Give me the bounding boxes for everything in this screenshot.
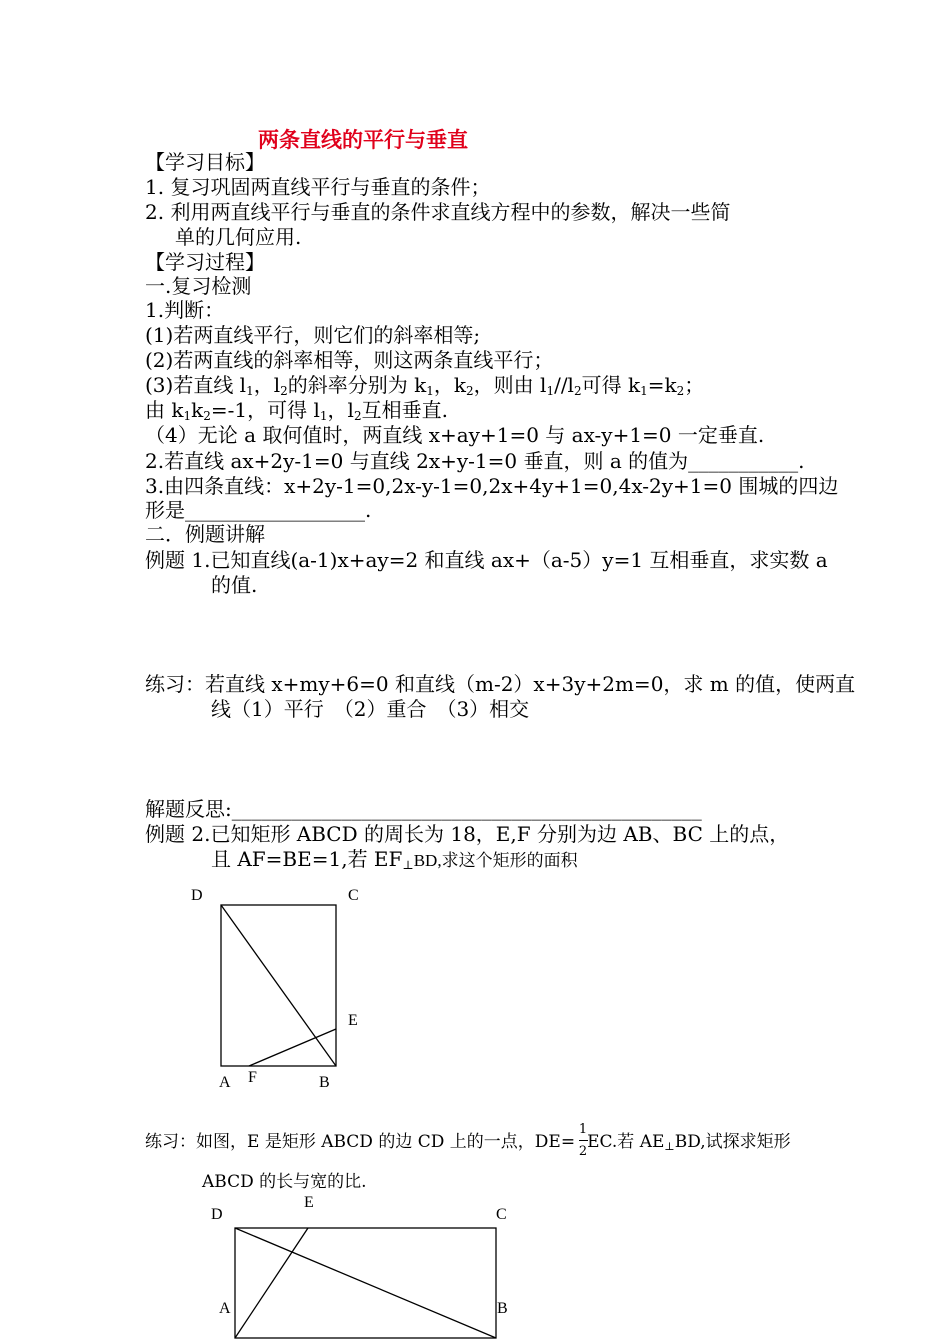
goals-header: 【学习目标】 (145, 150, 265, 174)
fig1-label-a: A (219, 1074, 231, 1091)
fraction-numerator: 1 (578, 1122, 588, 1137)
fig1-label-f: F (248, 1069, 257, 1086)
goal-2: 2. 利用两直线平行与垂直的条件求直线方程中的参数，解决一些简 (145, 200, 731, 224)
question-3-cont: 形是__________________. (145, 498, 372, 522)
fig1-label-e: E (348, 1012, 358, 1029)
section-1-heading: 一.复习检测 (145, 274, 252, 298)
fig2-diagonal-bd (235, 1228, 496, 1338)
judge-heading: 1.判断： (145, 298, 225, 322)
fig2-segment-ae (235, 1228, 308, 1338)
process-header: 【学习过程】 (145, 250, 265, 274)
goal-2-cont: 单的几何应用. (175, 225, 302, 249)
fig2-label-b: B (497, 1300, 508, 1317)
practice-1-cont: 线（1）平行 （2）重合 （3）相交 (211, 697, 530, 721)
fig1-label-d: D (191, 887, 203, 904)
perpendicular-icon: ⊥ (402, 858, 414, 872)
judge-item-4: （4）无论 a 取何值时，两直线 x+ay+1=0 与 ax-y+1=0 一定垂直. (145, 423, 765, 447)
fig2-label-d: D (211, 1206, 223, 1223)
question-2: 2.若直线 ax+2y-1=0 与直线 2x+y-1=0 垂直，则 a 的值为___________. (145, 449, 805, 473)
question-3: 3.由四条直线：x+2y-1=0,2x-y-1=0,2x+4y+1=0,4x-2y+1=0 围城的四边 (145, 474, 839, 498)
practice-2-text: 练习：如图，E 是矩形 ABCD 的边 CD 上的一点，DE= (145, 1132, 576, 1152)
example-1-cont: 的值. (211, 573, 258, 597)
fig1-label-c: C (348, 887, 359, 904)
judge-item-3-cont: 由 $k_1k_2=-1$，可得 $l_1$，$l_2$互相垂直. (145, 398, 448, 423)
fig2-label-c: C (496, 1206, 507, 1223)
fig1-label-b: B (319, 1074, 330, 1091)
practice-1: 练习：若直线 x+my+6=0 和直线（m-2）x+3y+2m=0，求 m 的值，使两直 (145, 672, 856, 696)
example-2-tail: BD,求这个矩形的面积 (413, 851, 578, 870)
fig2-label-e: E (304, 1194, 314, 1211)
example-2-text: 且 AF=BE=1,若 EF (211, 847, 403, 871)
practice-2-mid: EC.若 AE (587, 1132, 665, 1152)
example-1: 例题 1.已知直线(a-1)x+ay=2 和直线 ax+（a-5）y=1 互相垂直，求实数 a (145, 548, 828, 572)
example-2: 例题 2.已知矩形 ABCD 的周长为 18，E,F 分别为边 AB、BC 上的点， (145, 822, 790, 846)
goal-1: 1. 复习巩固两直线平行与垂直的条件； (145, 175, 491, 199)
fraction-denominator: 2 (578, 1144, 588, 1159)
perpendicular-icon-2: ⊥ (664, 1140, 675, 1153)
judge-item-3: (3)若直线 $l_1$，$l_2$的斜率分别为 $k_1$，$k_2$，则由 $l_1//l_2$可得 $k_1=k_2$； (145, 373, 705, 398)
judge-item-1: (1)若两直线平行，则它们的斜率相等; (145, 323, 481, 347)
judge-item-2: (2)若两直线的斜率相等，则这两条直线平行； (145, 348, 554, 372)
practice-2-cont: ABCD 的长与宽的比. (202, 1172, 367, 1192)
practice-2-post: BD,试探求矩形 (674, 1132, 791, 1152)
page-title: 两条直线的平行与垂直 (258, 128, 468, 152)
fig2-label-a: A (219, 1300, 231, 1317)
section-2-heading: 二．例题讲解 (145, 522, 265, 546)
reflection-line: 解题反思:_______________________________________________ (145, 797, 702, 821)
